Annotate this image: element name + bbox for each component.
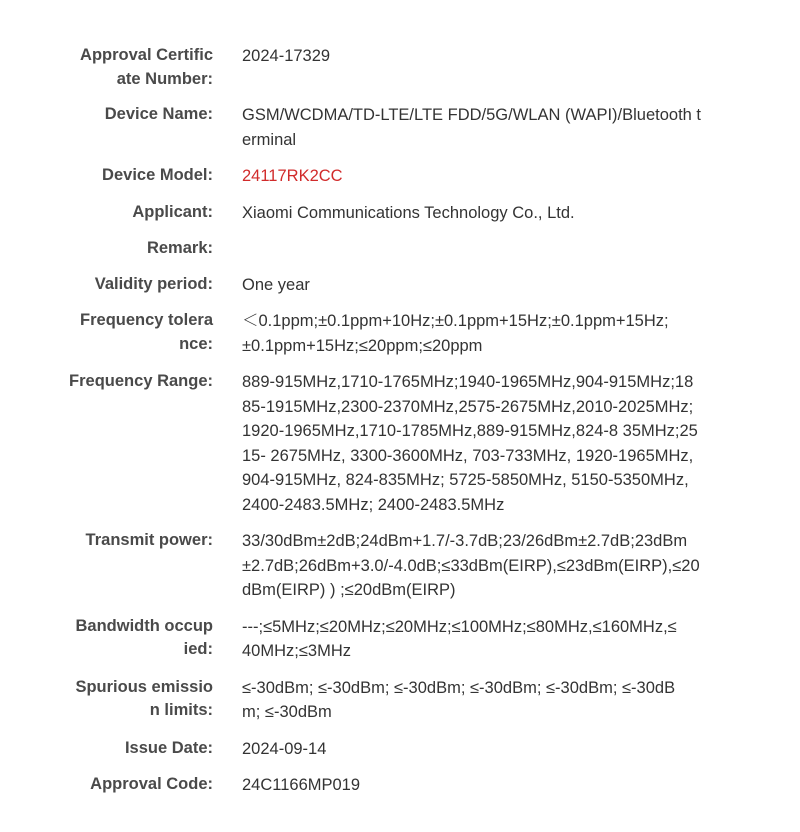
field-label: Issue Date: <box>124 738 213 757</box>
field-value: 24C1166MP019 <box>242 776 361 794</box>
field-label: Transmit power: <box>85 531 213 549</box>
field-label: Applicant: <box>132 202 213 221</box>
row-bandwidth-occupied <box>0 615 800 664</box>
field-label: Approval Certific ate Number: <box>80 46 213 88</box>
field-value: 33/30dBm±2dB;24dBm+1.7/-3.7dB;23/26dBm±2.7dB;23dBm ±2.7dB;26dBm+3.0/-4.0dB;≤33dBm(EIRP),≤23dBm(EIRP),≤20 dBm(EIRP) ) ;≤20dBm(EIRP) <box>242 532 700 599</box>
field-value: Xiaomi Communications Technology Co., Ltd. <box>242 203 575 222</box>
row-frequency-tolerance <box>0 309 800 358</box>
row-spurious-emission-limits <box>0 676 800 725</box>
field-label: Device Name: <box>104 105 213 123</box>
field-value: ---;≤5MHz;≤20MHz;≤20MHz;≤100MHz;≤80MHz,≤160MHz,≤ 40MHz;≤3MHz <box>242 617 677 660</box>
row-applicant <box>0 201 800 226</box>
field-value: 889-915MHz,1710-1765MHz;1940-1965MHz,904-915MHz;18 85-1915MHz,2300-2370MHz,2575-2675MHz,2010-2025MHz; 1920-1965MHz,1710-1785MHz,889-915MHz,824-8 35MHz;25 15- 2675MHz, 3300-3600MHz, 703-733MHz, 1920-1965MHz, 904-915MHz, 824-835MHz; 5725-5850MHz, 5150-5350MHz, 2400-2483.5MHz; 2400-2483.5MHz <box>242 373 698 514</box>
field-label: Frequency tolera nce: <box>80 311 213 353</box>
row-transmit-power <box>0 529 800 603</box>
field-value: 2024-09-14 <box>242 739 327 758</box>
field-label: Validity period: <box>94 274 213 293</box>
row-frequency-range <box>0 370 800 517</box>
row-validity-period <box>0 273 800 298</box>
row-approval-certificate-number <box>0 44 800 91</box>
row-remark <box>0 237 800 261</box>
field-value: ≤-30dBm; ≤-30dBm; ≤-30dBm; ≤-30dBm; ≤-30dBm; ≤-30dB m; ≤-30dBm <box>242 678 676 721</box>
field-label: Approval Code: <box>90 775 213 793</box>
field-value: 2024-17329 <box>242 47 331 65</box>
field-label: Frequency Range: <box>69 372 213 390</box>
row-device-name <box>0 103 800 152</box>
row-device-model <box>0 164 800 189</box>
field-value: ＜0.1ppm;±0.1ppm+10Hz;±0.1ppm+15Hz;±0.1ppm+15Hz; ±0.1ppm+15Hz;≤20ppm;≤20ppm <box>242 312 669 355</box>
device-model-value: 24117RK2CC <box>242 167 343 185</box>
row-issue-date <box>0 737 800 762</box>
row-approval-code <box>0 773 800 798</box>
field-value: GSM/WCDMA/TD-LTE/LTE FDD/5G/WLAN (WAPI)/Bluetooth t erminal <box>242 106 702 149</box>
field-value: One year <box>242 275 310 294</box>
field-label: Bandwidth occup ied: <box>75 616 213 658</box>
field-label: Spurious emissio n limits: <box>75 677 213 719</box>
field-label: Device Model: <box>102 166 213 184</box>
field-label: Remark: <box>146 239 213 257</box>
